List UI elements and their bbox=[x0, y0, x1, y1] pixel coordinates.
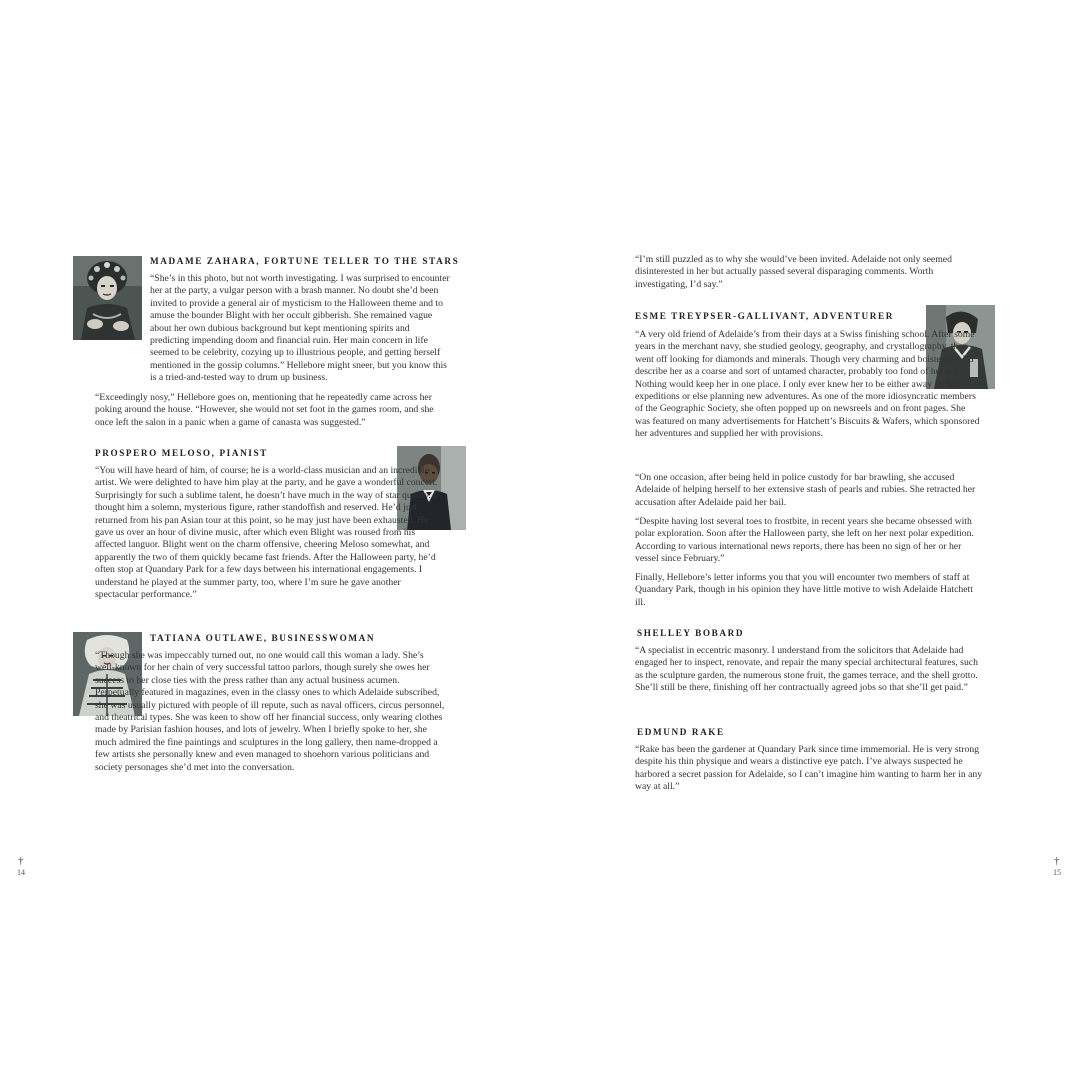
outlawe-continuation-paragraph: “I’m still puzzled as to why she would’ve been invited. Adelaide not only seemed disinterested in her but actually passed several disparaging comments. Worth investigating, I’d say.” bbox=[635, 254, 952, 290]
treypser-paragraph-3: “Despite having lost several toes to frostbite, in recent years she became obsessed with polar exploration. Soon after the Halloween party, she left on her next polar expedition. According to various international news reports, there has been no sign of her or her vessel since February.” bbox=[635, 516, 974, 565]
treypser-paragraph-1: “A very old friend of Adelaide’s from their days at a Swiss finishing school. After some years in the merchant navy, she studied geology, geography, and crystallography, then went off looking for diamonds and minerals. Though very charming and boisterous, I’d describe her as a coarse and sort of untamed character, probably too fond of her gin. Nothing would keep her in one place. I only ever knew her to be either away on her expeditions or else planning new adventures. As one of the more idiosyncratic members of the Geographic Society, she often popped up on newsreels and on front pages. She was featured on many advertisements for Hatchett’s Biscuits & Wafers, which sponsored her adventures and supplied her with provisions. bbox=[635, 329, 980, 440]
meloso-paragraph-1: “You will have heard of him, of course; he is a world-class musician and an incredible artist. We were delighted to have him play at the party, and he gave a wonderful concert. Surprisingly for such a sublime talent, he doesn’t have much in the way of star quality. I thought him a solemn, mysterious figure, rather standoffish and reserved. He’d just returned from his pan Asian tour at this point, so he may just have been exhausted. He gave us over an hour of divine music, after which even Blight was roused from his affected languor. Blight went on the charm offensive, cheering Meloso somewhat, and apparently the two of them quickly became fast friends. After the Halloween party, he’d often stop at Quandary Park for a few days between his international engagements. I understand he played at the summer party, too, where I’m sure he gave another spectacular performance.” bbox=[95, 465, 438, 601]
meloso-heading: PROSPERO MELOSO, PIANIST bbox=[95, 448, 268, 458]
zahara-paragraph-1: “She’s in this photo, but not worth investigating. I was surprised to encounter her at the party, a vulgar person with a brash manner. No doubt she’d been invited to provide a general air of mysticism to the Halloween theme and to amuse the bounder Blight with her occult gibberish. She remained vague about her own dubious background but kept mentioning spirits and predicting impending doom and financial ruin. Her main concern in life seemed to be celebrity, cozying up to illustrious people, and getting herself mentioned in the gossip columns.” Hellebore might sneer, but you know this is a tried-and-tested way to drum up business. bbox=[150, 273, 450, 384]
treypser-paragraph-4: Finally, Hellebore’s letter informs you that you will encounter two members of staff at Quandary Park, though in his opinion they have little motive to wish Adelaide Hatchett ill. bbox=[635, 572, 973, 608]
left-page-number: 14 bbox=[17, 868, 25, 877]
bobard-paragraph-1: “A specialist in eccentric masonry. I understand from the solicitors that Adelaide had engaged her to inspect, renovate, and repair the many special architectural features, such as the sculpture garden, the numerous stone fruit, the games terrace, and the shell grotto. She’ll still be there, finishing off her contractually agreed jobs so that she’ll get paid.” bbox=[635, 645, 978, 694]
fortune-teller-portrait-icon bbox=[73, 256, 142, 340]
outlawe-paragraph-1: “Though she was impeccably turned out, no one would call this woman a lady. She’s well-known for her chain of very successful tattoo parlors, though surely she owes her success to her close ties with the press rather than any actual business acumen. Perpetually featured in magazines, even in the classy ones to which Adelaide subscribed, she was usually pictured with people of ill repute, such as naval officers, circus personnel, and theatrical types. She was keen to show off her financial success, only wearing clothes made by Parisian fashion houses, and lots of jewelry. When I briefly spoke to her, she much admired the fine paintings and sculptures in the long gallery, then name-dropped a few artists she personally knew and even managed to shoehorn various politicians and society personages she’d met into the conversation. bbox=[95, 650, 445, 773]
right-page bbox=[540, 0, 1080, 1080]
left-folio-mark: † bbox=[18, 855, 24, 867]
bobard-heading: SHELLEY BOBARD bbox=[637, 628, 745, 638]
treypser-heading: ESME TREYPSER-GALLIVANT, ADVENTURER bbox=[635, 311, 894, 321]
zahara-paragraph-2: “Exceedingly nosy,” Hellebore goes on, mentioning that he repeatedly came across her poking around the house. “However, she would not set foot in the games room, and she once left the salon in a panic when a game of canasta was suggested.” bbox=[95, 392, 434, 428]
treypser-paragraph-2: “On one occasion, after being held in police custody for bar brawling, she accused Adelaide of helping herself to her extensive stash of pearls and rubies. She retracted her accusation after Adelaide paid her bail. bbox=[635, 472, 976, 508]
right-folio-mark: † bbox=[1054, 855, 1060, 867]
zahara-heading: MADAME ZAHARA, FORTUNE TELLER TO THE STARS bbox=[150, 256, 460, 266]
rake-paragraph-1: “Rake has been the gardener at Quandary Park since time immemorial. He is very strong despite his thin physique and wears a distinctive eye patch. I’ve always suspected he harbored a secret passion for Adelaide, so I can’t imagine him wanting to harm her in any way at all.” bbox=[635, 744, 983, 793]
outlawe-heading: TATIANA OUTLAWE, BUSINESSWOMAN bbox=[150, 633, 376, 643]
right-page-number: 15 bbox=[1053, 868, 1061, 877]
rake-heading: EDMUND RAKE bbox=[637, 727, 725, 737]
